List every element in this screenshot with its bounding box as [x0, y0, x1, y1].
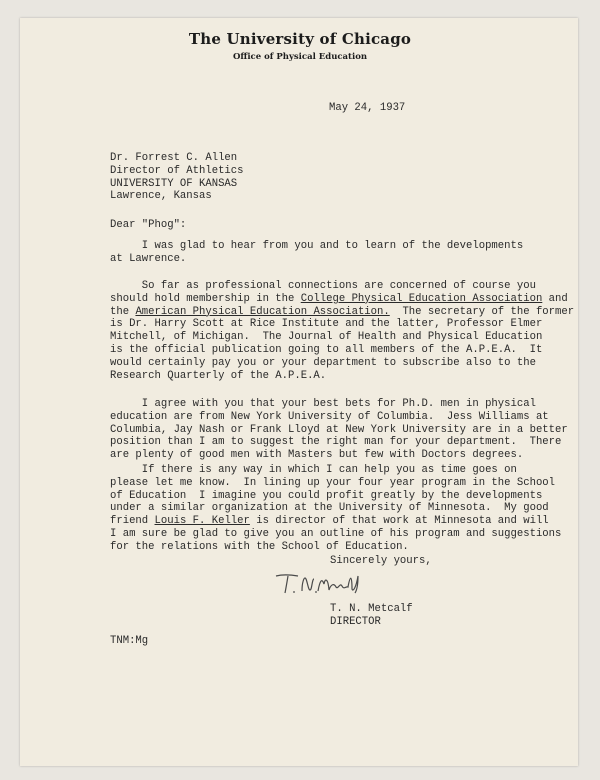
recipient-line: UNIVERSITY OF KANSAS	[110, 177, 238, 190]
letterhead-title: The University of Chicago	[188, 30, 412, 48]
signature-name: T. N. Metcalf	[330, 603, 413, 615]
text-line	[110, 515, 561, 528]
text-line: I am sure be glad to give you an outline of his program and suggestions	[110, 527, 562, 540]
text-segment: The secretary of the former	[389, 305, 575, 318]
american-pe-association: American Physical Education Association.	[135, 305, 390, 318]
text-line: for the relations with the School of Education.	[110, 540, 409, 553]
text-segment: friend	[110, 515, 155, 528]
recipient-line: Dr. Forrest C. Allen	[110, 152, 238, 164]
signature-title: DIRECTOR	[330, 615, 381, 628]
typist-initials: TNM:Mg	[110, 635, 149, 647]
text-segment: the	[110, 305, 136, 318]
letterhead-subtitle: Office of Physical Education	[232, 52, 368, 62]
text-line: of Education I imagine you could profit greatly by the developments	[110, 489, 543, 502]
letter-page	[20, 18, 578, 766]
salutation: Dear "Phog":	[110, 219, 187, 231]
text-line: I was glad to hear from you and to learn of the developments	[110, 240, 524, 252]
louis-keller: Louis F. Keller	[154, 515, 250, 528]
letter-date: May 24, 1937	[329, 102, 406, 114]
recipient-address	[110, 152, 244, 203]
text-line: I agree with you that your best bets for Ph.D. men in physical	[110, 398, 536, 410]
text-line: please let me know. In lining up your four year program in the School	[110, 476, 556, 489]
text-line: If there is any way in which I can help you as time goes on	[110, 464, 517, 476]
text-segment: is director of that work at Minnesota and will	[249, 515, 549, 528]
text-segment: and	[542, 292, 568, 305]
recipient-line: Director of Athletics	[110, 164, 244, 177]
paragraph-3	[110, 398, 568, 462]
text-line: is the official publication going to all members of the A.P.E.A. It	[110, 343, 543, 356]
text-line: Columbia, Jay Nash or Frank Lloyd at New York University are in a better	[110, 423, 568, 436]
text-line: are plenty of good men with Masters but few with Doctors degrees.	[110, 449, 524, 462]
text-line	[110, 293, 574, 306]
text-line: is Dr. Harry Scott at Rice Institute and the latter, Professor Elmer	[110, 318, 543, 331]
text-line: would certainly pay you or your department to subscribe also to the	[110, 356, 536, 369]
paragraph-4	[110, 464, 561, 554]
paragraph-1	[110, 240, 523, 266]
recipient-line: Lawrence, Kansas	[110, 190, 212, 203]
text-line: position than I am to suggest the right man for your department. There	[110, 436, 562, 449]
text-line: So far as professional connections are concerned of course you	[110, 280, 536, 292]
text-line: under a similar organization at the University of Minnesota. My good	[110, 502, 549, 515]
paragraph-2	[110, 280, 574, 382]
text-line: Research Quarterly of the A.P.E.A.	[110, 369, 327, 382]
text-line: Mitchell, of Michigan. The Journal of Health and Physical Education	[110, 331, 543, 344]
signature-block	[330, 603, 413, 629]
text-segment: should hold membership in the	[110, 292, 301, 305]
text-line: education are from New York University of Columbia. Jess Williams at	[110, 410, 549, 423]
closing: Sincerely yours,	[330, 555, 432, 567]
text-line: at Lawrence.	[110, 252, 187, 265]
text-line	[110, 306, 574, 319]
college-pe-association: College Physical Education Association	[300, 292, 543, 305]
handwritten-signature	[272, 570, 362, 596]
